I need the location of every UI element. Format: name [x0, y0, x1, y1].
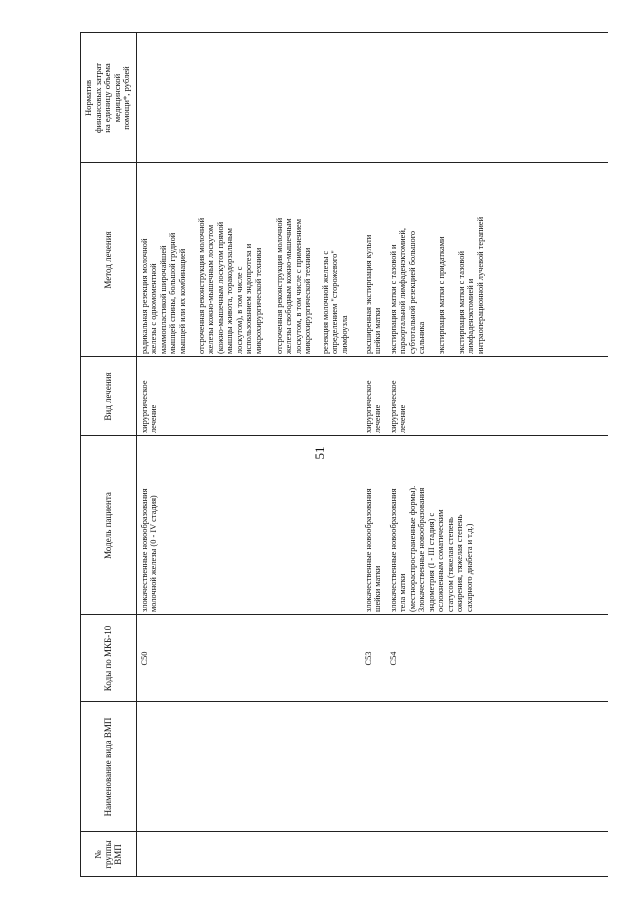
- header-bottom-border: [136, 32, 137, 877]
- table-right-border: [80, 32, 608, 33]
- row-c50-method-1: радикальная резекция молочной железы с одномоментной маммопластикой широчайшей мышцей спины, большой грудной мышцей или их комбинацией: [140, 232, 187, 354]
- row-c54-treatment-type: хирургическое лечение: [389, 380, 408, 433]
- row-c50-code: C50: [140, 651, 149, 666]
- row-c53-method-1: расширенная экстирпация культи шейки матки: [364, 234, 383, 354]
- row-c54-patient-model: злокачественные новообразования тела матки (местнораспространенные формы). Злокачественные новообразования эндометрия (I - III стадия) с осложненным соматическим статусом (тяжелая степень ожирения, тяжелая степень сахарного диабета и т.д.): [389, 485, 474, 612]
- header-treatment-method: Метод лечения: [102, 231, 113, 289]
- rotated-table-container: [80, 32, 610, 877]
- row-c53-code: C53: [364, 651, 373, 666]
- header-icd-codes: Коды по МКБ-10: [102, 625, 113, 692]
- row-c54-method-1: экстирпация матки с тазовой и параортальной лимфаденэктомией, субтотальной резекцией большого сальника: [389, 228, 427, 354]
- row-c50-method-4: резекция молочной железы с определением "сторожевого" лимфоузла: [321, 250, 349, 354]
- col-divider: [80, 614, 608, 615]
- row-c50-method-3: отсроченная реконструкция молочной железы свободным кожно-мышечным лоскутом, в том числе с применением микрохирургической техники: [275, 217, 313, 354]
- row-c54-method-2: экстирпация матки с придатками: [437, 236, 446, 354]
- col-divider: [80, 701, 608, 702]
- header-financial-norm: Норматив финансовых затрат на единицу объема медицинской помощи*, рублей: [82, 62, 132, 134]
- row-c50-treatment-type: хирургическое лечение: [140, 380, 159, 433]
- table-left-border: [80, 876, 608, 877]
- vmp-table: [80, 32, 610, 877]
- header-treatment-type: Вид лечения: [102, 372, 113, 421]
- row-c53-patient-model: злокачественные новообразования шейки матки: [364, 488, 383, 612]
- row-c54-code: C54: [389, 651, 398, 666]
- header-patient-model: Модель пациента: [102, 492, 113, 559]
- col-divider: [80, 831, 608, 832]
- page-number: 51: [312, 446, 327, 460]
- row-c50-method-2: отсроченная реконструкция молочной железы кожно-мышечным лоскутом (кожно-мышечным лоскутом прямой мышцы живота, торакодорзальным лоскутом), в том числе с использованием эндопротеза и микрохирургической техники: [197, 217, 263, 354]
- row-c54-method-3: экстирпация матки с тазовой лимфаденэктомией и интраоперационной лучевой терапией: [457, 216, 485, 354]
- col-divider: [80, 435, 608, 436]
- header-group-no: № группы ВМП: [92, 840, 124, 869]
- row-c50-patient-model: злокачественные новообразования молочной железы (0 - IV стадия): [140, 488, 159, 612]
- row-c53-treatment-type: хирургическое лечение: [364, 380, 383, 433]
- header-vmp-name: Наименование вида ВМП: [102, 717, 113, 817]
